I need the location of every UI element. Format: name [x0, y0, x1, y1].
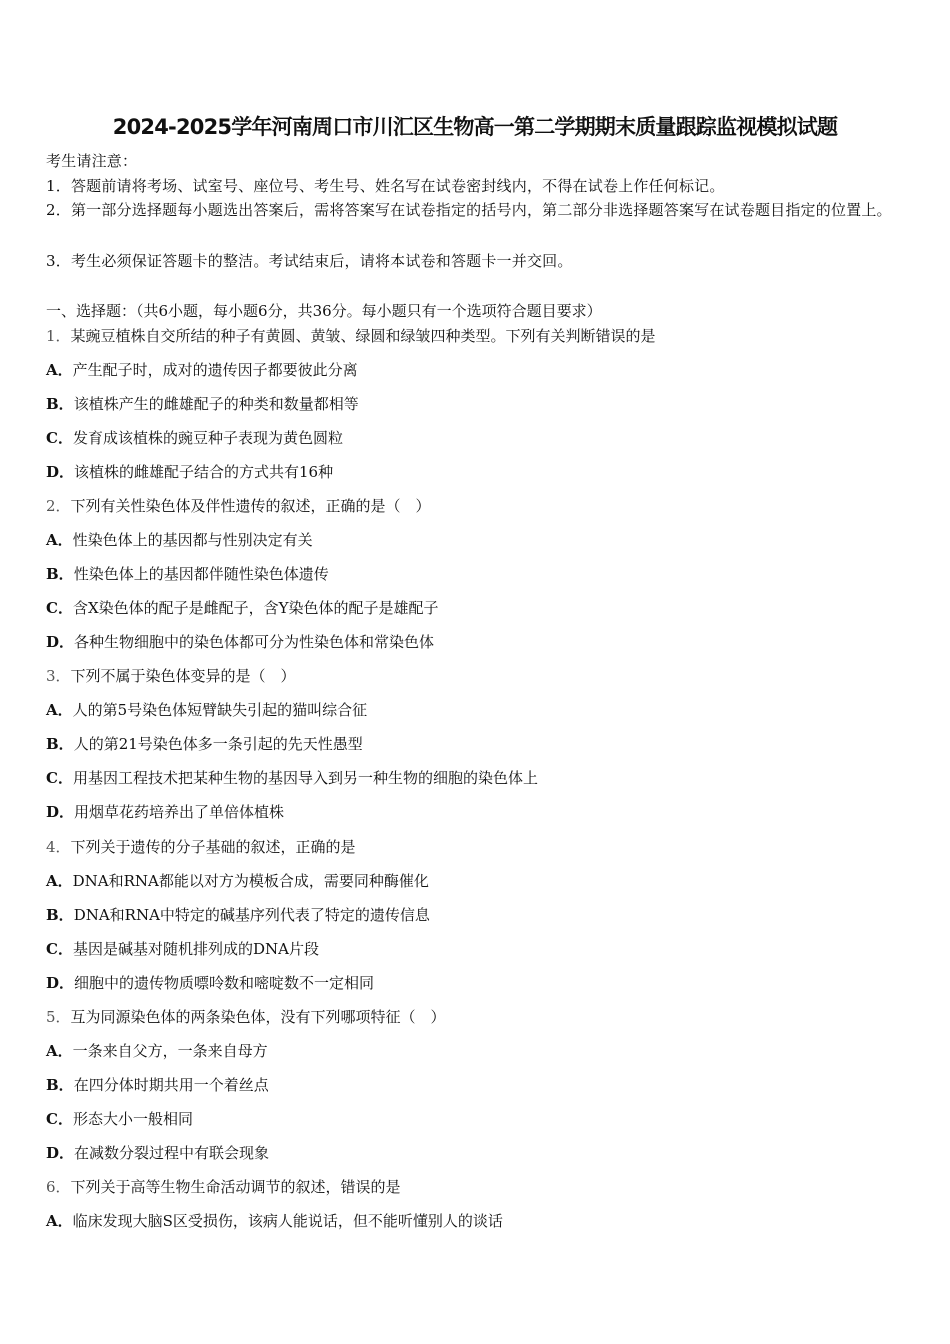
question-1: [46, 326, 656, 346]
option-1a: [46, 360, 358, 380]
option-text: 用烟草花药培养出了单倍体植株: [74, 803, 285, 821]
section-heading: 一、选择题：（共6小题，每小题6分，共36分。每小题只有一个选项符合题目要求）: [46, 302, 602, 320]
option-letter: D．: [46, 463, 75, 481]
option-5c: [46, 1109, 193, 1129]
option-letter: A．: [46, 361, 73, 379]
option-text: 性染色体上的基因都伴随性染色体遗传: [73, 565, 329, 583]
option-text: 含X染色体的配子是雌配子，含Y染色体的配子是雄配子: [72, 599, 439, 617]
option-1b: [46, 394, 359, 414]
question-text: 下列关于高等生物生命活动调节的叙述，错误的是: [70, 1178, 401, 1196]
question-text: 下列关于遗传的分子基础的叙述，正确的是: [70, 838, 356, 856]
option-4c: [46, 939, 319, 959]
option-text: 该植株产生的雌雄配子的种类和数量都相等: [73, 395, 359, 413]
question-text: 下列不属于染色体变异的是（ ）: [70, 667, 296, 685]
option-3a: [46, 700, 367, 720]
option-1d: [46, 462, 333, 482]
notice-item-1: 1．答题前请将考场、试室号、座位号、考生号、姓名写在试卷密封线内，不得在试卷上作任何标记。: [46, 177, 725, 195]
option-letter: C．: [46, 940, 73, 958]
option-text: 性染色体上的基因都与性别决定有关: [72, 531, 313, 549]
option-3c: [46, 768, 538, 788]
option-letter: A．: [46, 1042, 73, 1060]
option-letter: B．: [46, 395, 74, 413]
notice-heading: 考生请注意：: [46, 152, 138, 170]
option-3d: [46, 802, 284, 822]
option-letter: A．: [46, 531, 73, 549]
option-letter: A．: [46, 1212, 73, 1230]
question-text: 某豌豆植株自交所结的种子有黄圆、黄皱、绿圆和绿皱四种类型。下列有关判断错误的是: [70, 327, 656, 345]
question-number: 2．: [46, 497, 71, 515]
option-text: DNA和RNA都能以对方为模板合成，需要同种酶催化: [72, 872, 429, 890]
option-1c: [46, 428, 343, 448]
option-4b: [46, 905, 430, 925]
option-text: 发育成该植株的豌豆种子表现为黄色圆粒: [72, 429, 343, 447]
option-5d: [46, 1143, 269, 1163]
question-number: 6．: [46, 1178, 71, 1196]
option-text: 各种生物细胞中的染色体都可分为性染色体和常染色体: [74, 633, 435, 651]
option-text: 在减数分裂过程中有联会现象: [74, 1144, 270, 1162]
option-letter: B．: [46, 735, 74, 753]
option-3b: [46, 734, 363, 754]
option-2b: [46, 564, 329, 584]
option-letter: C．: [46, 1110, 73, 1128]
question-6: [46, 1177, 401, 1197]
option-letter: B．: [46, 906, 74, 924]
notice-item-2: 2．第一部分选择题每小题选出答案后，需将答案写在试卷指定的括号内，第二部分非选择题答案写在试卷题目指定的位置上。: [46, 201, 892, 219]
option-4a: [46, 871, 429, 891]
option-2c: [46, 598, 439, 618]
option-text: 人的第5号染色体短臂缺失引起的猫叫综合征: [72, 701, 368, 719]
option-letter: A．: [46, 701, 73, 719]
option-text: 一条来自父方，一条来自母方: [72, 1042, 268, 1060]
option-text: 人的第21号染色体多一条引起的先天性愚型: [73, 735, 363, 753]
question-number: 4．: [46, 838, 71, 856]
option-text: 该植株的雌雄配子结合的方式共有16种: [74, 463, 334, 481]
option-text: DNA和RNA中特定的碱基序列代表了特定的遗传信息: [73, 906, 430, 924]
question-number: 5．: [46, 1008, 71, 1026]
option-letter: C．: [46, 429, 73, 447]
option-text: 基因是碱基对随机排列成的DNA片段: [72, 940, 319, 958]
option-2d: [46, 632, 434, 652]
question-3: [46, 666, 296, 686]
question-2: [46, 496, 431, 516]
question-4: [46, 837, 356, 857]
option-letter: B．: [46, 1076, 74, 1094]
notice-item-3: 3．考生必须保证答题卡的整洁。考试结束后，请将本试卷和答题卡一并交回。: [46, 252, 573, 270]
option-letter: D．: [46, 974, 75, 992]
option-text: 用基因工程技术把某种生物的基因导入到另一种生物的细胞的染色体上: [72, 769, 538, 787]
question-5: [46, 1007, 446, 1027]
option-letter: C．: [46, 599, 73, 617]
option-5b: [46, 1075, 269, 1095]
option-text: 形态大小一般相同: [72, 1110, 193, 1128]
option-letter: C．: [46, 769, 73, 787]
option-5a: [46, 1041, 268, 1061]
option-letter: B．: [46, 565, 74, 583]
option-letter: A．: [46, 872, 73, 890]
option-text: 产生配子时，成对的遗传因子都要彼此分离: [72, 361, 358, 379]
option-text: 在四分体时期共用一个着丝点: [73, 1076, 269, 1094]
question-text: 互为同源染色体的两条染色体，没有下列哪项特征（ ）: [70, 1008, 446, 1026]
option-letter: D．: [46, 1144, 75, 1162]
option-2a: [46, 530, 313, 550]
question-text: 下列有关性染色体及伴性遗传的叙述，正确的是（ ）: [70, 497, 431, 515]
option-letter: D．: [46, 803, 75, 821]
option-6a: [46, 1211, 503, 1231]
option-text: 临床发现大脑S区受损伤，该病人能说话，但不能听懂别人的谈话: [72, 1212, 503, 1230]
question-number: 3．: [46, 667, 71, 685]
page-title: 2024-2025学年河南周口市川汇区生物高一第二学期期末质量跟踪监视模拟试题: [112, 115, 838, 139]
option-letter: D．: [46, 633, 75, 651]
question-number: 1．: [46, 327, 71, 345]
option-4d: [46, 973, 374, 993]
option-text: 细胞中的遗传物质嘌呤数和嘧啶数不一定相同: [74, 974, 375, 992]
